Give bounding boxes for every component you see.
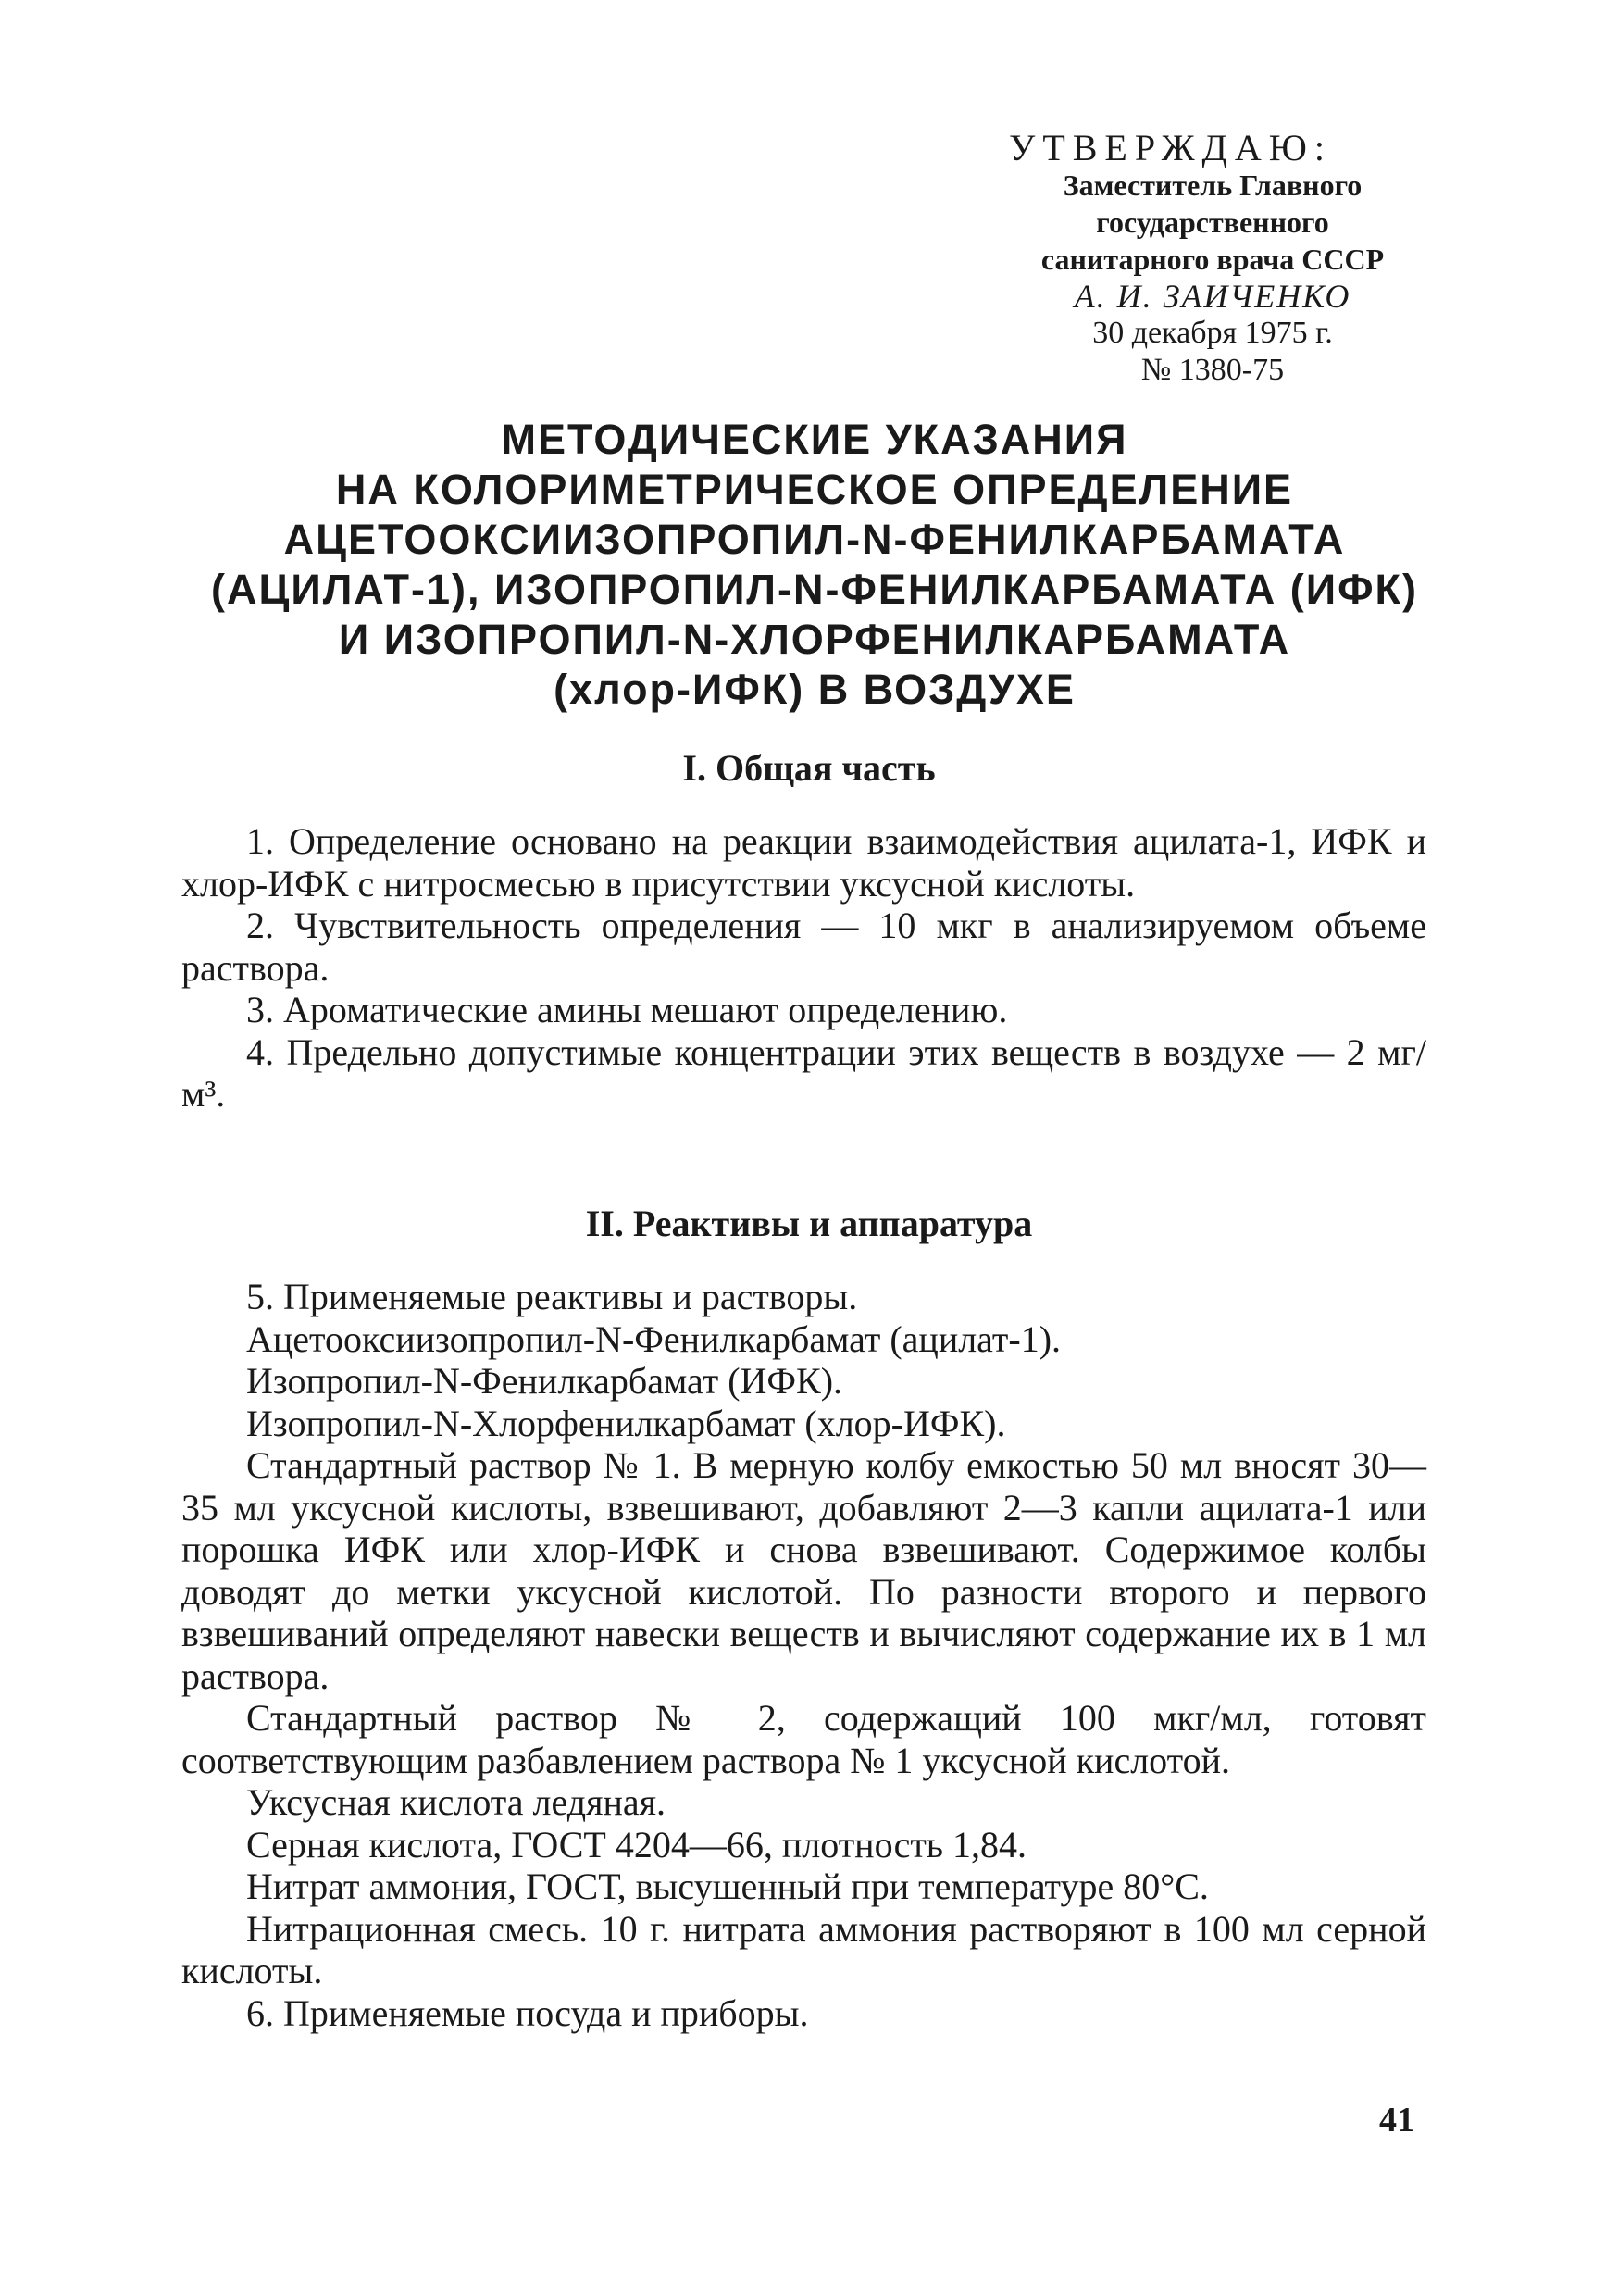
paragraph: Нитрат аммония, ГОСТ, высушенный при температуре 80°С. (246, 1866, 1209, 1907)
paragraph: Нитрационная смесь. 10 г. нитрата аммония растворяют в 100 мл серной кислоты. (181, 1907, 1426, 1991)
section-general-body (181, 820, 1426, 1116)
paragraph: 5. Применяемые реактивы и растворы. (246, 1276, 858, 1317)
paragraph: Серная кислота, ГОСТ 4204—66, плотность 1,84. (246, 1823, 1027, 1866)
title-line: (хлор-ИФК) В ВОЗДУХЕ (554, 666, 1076, 713)
paragraph: 3. Ароматические амины мешают определению. (246, 989, 1008, 1030)
approval-heading: УТВЕРЖДАЮ: (1009, 127, 1332, 168)
approval-position-line: Заместитель Главного (1063, 168, 1363, 202)
paragraph: 6. Применяемые посуда и приборы. (246, 1991, 809, 2034)
approval-name: А. И. ЗАИЧЕНКО (1074, 278, 1351, 315)
paragraph: 2. Чувствительность определения — 10 мкг в анализируемом объеме раствора. (181, 905, 1426, 989)
title-line: МЕТОДИЧЕСКИЕ УКАЗАНИЯ (501, 416, 1128, 463)
paragraph: Изопропил-N-Фенилкарбамат (ИФК). (246, 1360, 843, 1402)
section-reagents-body (181, 1276, 1426, 2034)
approval-position-line: санитарного врача СССР (1040, 243, 1385, 276)
paragraph: 4. Предельно допустимые концентрации этих веществ в воздухе — 2 мг/м³. (181, 1030, 1426, 1115)
title-line: НА КОЛОРИМЕТРИЧЕСКОЕ ОПРЕДЕЛЕНИЕ (335, 466, 1294, 513)
page-number: 41 (1379, 2101, 1414, 2140)
paragraph: Изопропил-N-Хлорфенилкарбамат (хлор-ИФК). (246, 1402, 1006, 1444)
document-title (167, 415, 1462, 715)
paragraph: Уксусная кислота ледяная. (246, 1781, 666, 1823)
paragraph: 1. Определение основано на реакции взаимодействия ацилата-1, ИФК и хлор-ИФК с нитросмесью в присутствии уксусной кислоты. (181, 820, 1426, 905)
section-heading-reagents: II. Реактивы и аппаратура (585, 1203, 1033, 1244)
paragraph: Ацетооксиизопропил-N-Фенилкарбамат (ацилат-1). (246, 1317, 1062, 1360)
paragraph: Стандартный раствор № 2, содержащий 100 мкг/мл, готовят соответствующим разбавлением раствора № 1 уксусной кислотой. (181, 1697, 1426, 1781)
title-line: (АЦИЛАТ-1), ИЗОПРОПИЛ-N-ФЕНИЛКАРБАМАТА (ИФК) (211, 566, 1418, 613)
approval-number: № 1380-75 (1140, 353, 1285, 387)
approval-position-line: государственного (1096, 206, 1329, 239)
section-heading-general: I. Общая часть (682, 747, 936, 789)
approval-date: 30 декабря 1975 г. (1092, 316, 1333, 350)
paragraph: Стандартный раствор № 1. В мерную колбу емкостью 50 мл вносят 30—35 мл уксусной кислоты, взвешивают, добавляют 2—3 капли ацилата-1 или порошка ИФК или хлор-ИФК и снова взвешивают. Содержимое колбы доводят до метки уксусной кислотой. По разности второго и первого взвешиваний определяют навески веществ и вычисляют содержание их в 1 мл раствора. (181, 1444, 1426, 1697)
approval-block (972, 127, 1453, 389)
title-line: И ИЗОПРОПИЛ-N-ХЛОРФЕНИЛКАРБАМАТА (338, 616, 1291, 663)
title-line: АЦЕТООКСИИЗОПРОПИЛ-N-ФЕНИЛКАРБАМАТА (283, 516, 1346, 563)
